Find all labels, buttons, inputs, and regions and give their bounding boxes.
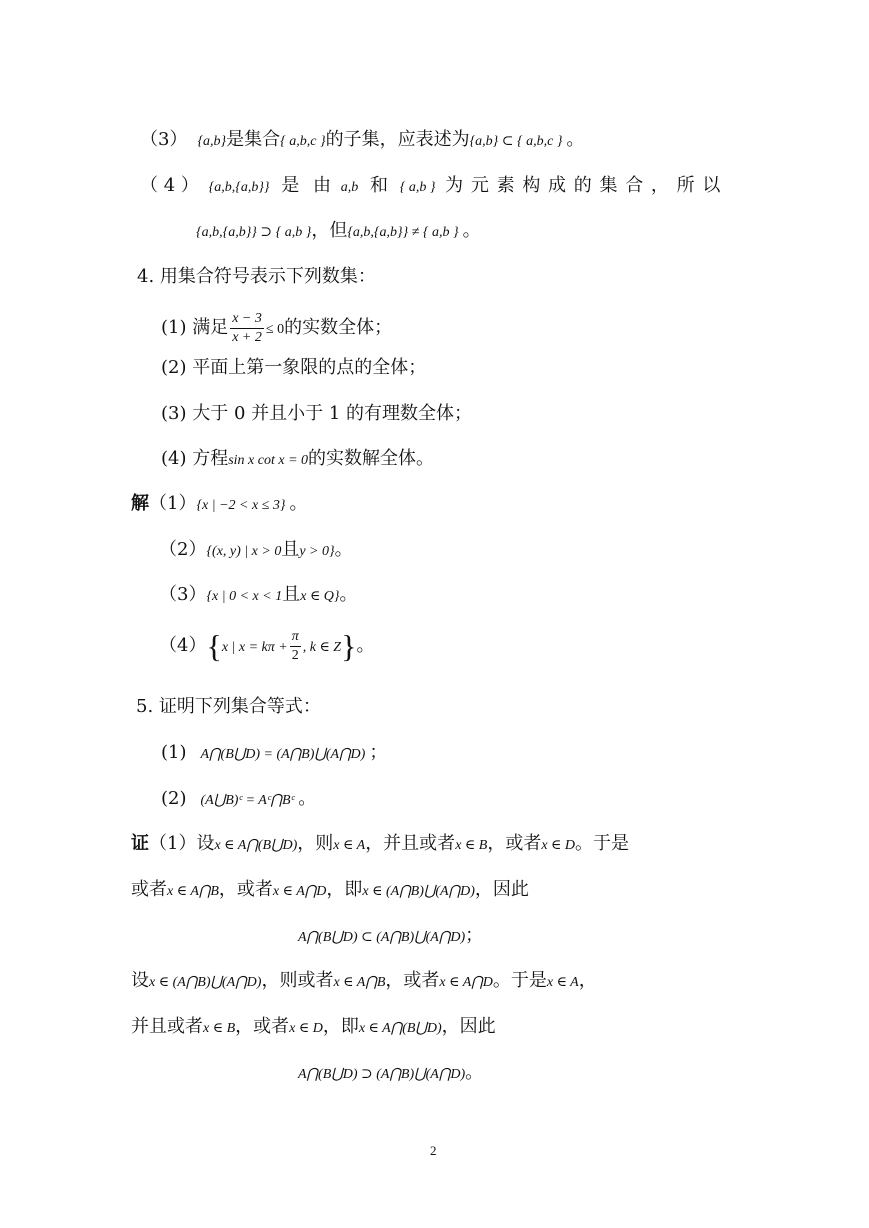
math-expr: x ∈ A⋂(B⋃D) (214, 838, 298, 853)
text: 。 (339, 584, 358, 605)
text: ，则或者 (261, 970, 334, 991)
text: ，即 (326, 879, 363, 900)
text: 和 (369, 175, 388, 196)
text: ，但 (311, 220, 348, 241)
proof-heading: 证 (131, 833, 149, 854)
brace-open: { (206, 628, 222, 664)
text: 并且或者 (131, 1016, 203, 1037)
proof-line-4 (131, 968, 597, 996)
question-4-1 (161, 308, 392, 350)
text: ，或者 (235, 1016, 290, 1037)
text: ，并且或者 (365, 833, 456, 854)
item-4-line (140, 173, 738, 201)
math-expr: x ∈ A (546, 975, 579, 990)
text: 的实数解全体。 (308, 448, 435, 469)
math-expr: {a,b,{a,b}} (208, 180, 270, 195)
math-expr: x ∈ B (203, 1021, 236, 1036)
text: 的实数全体； (284, 317, 393, 338)
math-expr: {a,b} ⊂ { a,b,c } (469, 134, 563, 149)
math-expr: A⋂(B⋃D) ⊂ (A⋂B)⋃(A⋂D) (298, 930, 466, 945)
question-4-3: (3) 大于 0 并且小于 1 的有理数全体； (161, 403, 473, 424)
math-expr: x ∈ A⋂B (167, 884, 219, 899)
math-expr: {a,b,{a,b}} ⊃ { a,b } (196, 225, 312, 240)
proof-line-3 (298, 923, 483, 951)
answer-2 (159, 537, 353, 565)
text: ， (578, 970, 597, 991)
text: ，因此 (441, 1016, 496, 1037)
text: 。于是 (575, 833, 630, 854)
text: (1) 满足 (161, 317, 229, 338)
item-label: (2) (161, 788, 187, 809)
text: 。 (566, 129, 585, 150)
math-expr: {a,b,{a,b}} ≠ { a,b } (347, 225, 459, 240)
question-4-title: 4. 用集合符号表示下列数集： (137, 266, 376, 287)
proof-line-1 (131, 831, 629, 859)
fraction-denominator: 2 (291, 647, 299, 663)
fraction-numerator: π (290, 628, 301, 647)
math-expr: x ∈ (A⋂B)⋃(A⋂D) (149, 975, 262, 990)
math-expr: { a,b } (399, 180, 436, 195)
text: ，因此 (474, 879, 529, 900)
math-expr: x ∈ (A⋂B)⋃(A⋂D) (362, 884, 475, 899)
text: 。 (462, 220, 481, 241)
answer-4 (159, 626, 374, 668)
text: 或者 (131, 879, 167, 900)
fraction-denominator: x + 2 (232, 329, 262, 345)
math-expr: ≤ 0 (265, 322, 285, 337)
answer-3 (159, 582, 358, 610)
text: (4) 方程 (161, 448, 229, 469)
answer-heading: 解 (131, 493, 149, 514)
text: ，或者 (487, 833, 542, 854)
text: 设 (131, 970, 149, 991)
math-expr: A⋂(B⋃D) ⊃ (A⋂B)⋃(A⋂D) (298, 1067, 466, 1082)
math-expr: x ∈ A⋂(B⋃D) (358, 1021, 442, 1036)
math-expr: x | x = kπ + (221, 640, 288, 655)
text: 的子集，应表述为 (325, 129, 470, 150)
math-expr: a,b (340, 180, 359, 195)
math-expr: x ∈ A⋂D (439, 975, 493, 990)
math-expr: x ∈ A (333, 838, 366, 853)
question-5-2 (161, 786, 316, 814)
text: ； (465, 925, 484, 946)
math-expr: A⋂(B⋃D) = (A⋂B)⋃(A⋂D) (200, 747, 366, 762)
brace-close: } (341, 628, 357, 664)
math-expr: {x | 0 < x < 1 (206, 589, 283, 604)
math-expr: y > 0} (299, 544, 335, 559)
math-expr: x ∈ A⋂D (272, 884, 327, 899)
text: 且 (282, 584, 301, 605)
math-expr: , k ∈ Z (302, 640, 342, 655)
math-expr: x ∈ D (289, 1021, 323, 1036)
fraction-numerator: x − 3 (230, 310, 264, 329)
math-expr: x ∈ D (541, 838, 576, 853)
item-label: （1） (149, 493, 197, 514)
text: 。 (289, 493, 308, 514)
text: 为 元 素 构 成 的 集 合 ， 所 以 (445, 175, 722, 196)
text: ，或者 (218, 879, 273, 900)
item-label: （3） (159, 584, 207, 605)
item-label: （2） (159, 539, 207, 560)
fraction (290, 628, 301, 665)
question-5-1 (161, 740, 387, 768)
text: （1）设 (149, 833, 215, 854)
text: 是 由 (281, 175, 336, 196)
item-3-line (140, 127, 584, 155)
math-expr: x ∈ B (455, 838, 488, 853)
item-label: （ 4 ） (140, 175, 199, 196)
text: 。 (465, 1062, 484, 1083)
math-expr: x ∈ A⋂B (333, 975, 386, 990)
question-5-title: 5. 证明下列集合等式： (136, 696, 321, 717)
text: 是集合 (226, 129, 281, 150)
item-label: （3） (140, 129, 188, 150)
math-expr: {(x, y) | x > 0 (206, 544, 282, 559)
text: 。 (298, 788, 317, 809)
text: ，即 (322, 1016, 359, 1037)
page-number: 2 (430, 1143, 437, 1158)
fraction (230, 310, 264, 347)
item-label: (1) (161, 742, 187, 763)
math-expr: {x | −2 < x ≤ 3} (196, 498, 286, 513)
text: 。于是 (492, 970, 547, 991)
text: ，或者 (385, 970, 440, 991)
math-expr: (A⋃B)ᶜ = Aᶜ⋂Bᶜ (200, 793, 295, 808)
text: ； (369, 742, 388, 763)
text: 。 (334, 539, 353, 560)
text: 。 (356, 635, 375, 656)
text: 且 (281, 539, 300, 560)
item-4-continuation (196, 218, 481, 246)
math-expr: { a,b,c } (280, 134, 326, 149)
math-expr: x ∈ Q} (300, 589, 340, 604)
math-expr: {a,b} (197, 134, 227, 149)
math-expr: sin x cot x = 0 (228, 453, 309, 468)
proof-line-2 (131, 877, 529, 905)
answer-1 (131, 491, 308, 519)
proof-line-5 (131, 1014, 496, 1042)
question-4-2: (2) 平面上第一象限的点的全体； (161, 357, 427, 378)
item-label: （4） (159, 635, 207, 656)
proof-line-6 (298, 1060, 483, 1088)
question-4-4 (161, 446, 434, 474)
text: ，则 (297, 833, 334, 854)
